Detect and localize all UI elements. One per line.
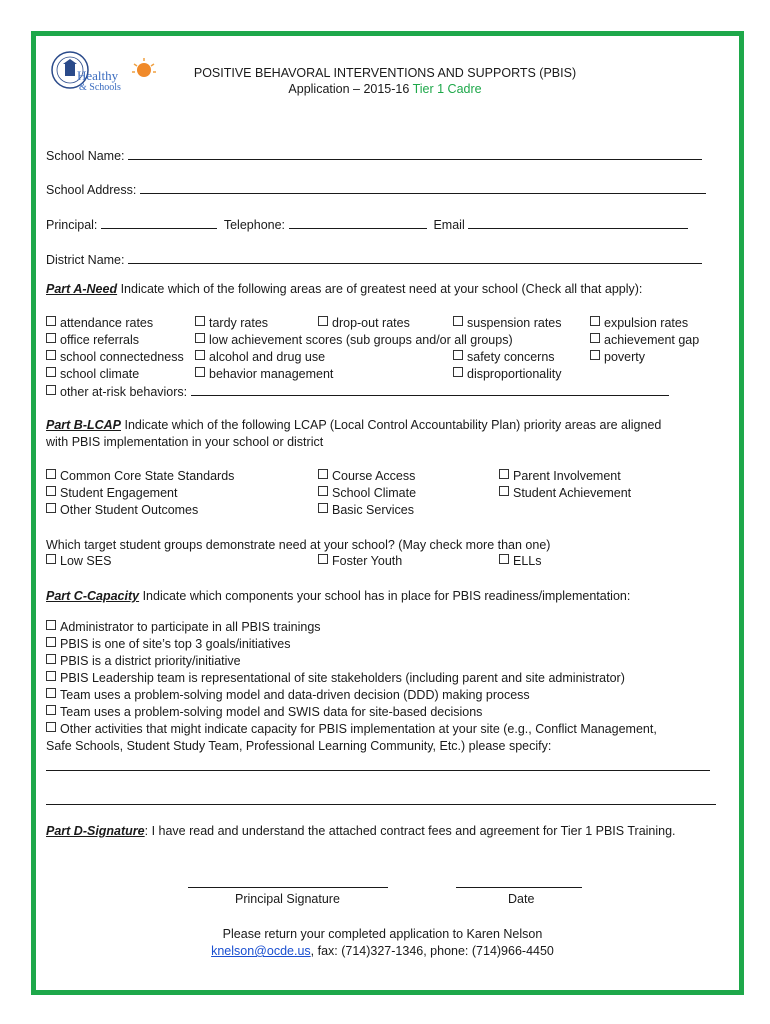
check-label: Low SES — [60, 554, 112, 568]
part-a-text: Indicate which of the following areas are of greatest need at your school (Check all that apply): — [117, 282, 643, 296]
check-label: poverty — [604, 350, 645, 364]
check-ells[interactable] — [499, 553, 542, 569]
checkbox[interactable] — [318, 486, 328, 496]
check-label: PBIS is a district priority/initiative — [60, 654, 241, 668]
check-basic[interactable] — [318, 502, 414, 518]
capacity-continuation: Safe Schools, Student Study Team, Professional Learning Community, Etc.) please specify: — [46, 739, 552, 753]
check-climate[interactable] — [46, 366, 139, 382]
capacity-item[interactable] — [46, 653, 241, 669]
check-label: safety concerns — [467, 350, 555, 364]
check-label: Other activities that might indicate capacity for PBIS implementation at your site (e.g., Conflict Management, — [60, 722, 657, 736]
form-title-block — [175, 65, 595, 97]
part-b-text1: Indicate which of the following LCAP (Local Control Accountability Plan) priority areas are aligned — [121, 418, 662, 432]
checkbox[interactable] — [318, 316, 328, 326]
school-name-row — [46, 147, 702, 164]
check-outcomes[interactable] — [46, 502, 198, 518]
specify-line-2[interactable] — [46, 792, 716, 809]
check-low-ses[interactable] — [46, 553, 111, 569]
part-b-text2: with PBIS implementation in your school or district — [46, 435, 324, 449]
check-label: Administrator to participate in all PBIS trainings — [60, 620, 321, 634]
district-row — [46, 251, 702, 268]
telephone-label: Telephone: — [223, 218, 286, 232]
specify-line-1[interactable] — [46, 758, 710, 775]
email-link[interactable]: knelson@ocde.us — [211, 944, 311, 958]
check-label: disproportionality — [467, 367, 562, 381]
part-b-label: Part B-LCAP — [46, 418, 122, 432]
check-connectedness[interactable] — [46, 349, 184, 365]
check-expulsion[interactable] — [590, 315, 688, 331]
telephone-field[interactable] — [289, 216, 427, 229]
email-field[interactable] — [468, 216, 688, 229]
checkbox[interactable] — [453, 367, 463, 377]
check-label: Foster Youth — [332, 554, 403, 568]
checkbox[interactable] — [453, 316, 463, 326]
check-label: drop-out rates — [332, 316, 410, 330]
check-label: Course Access — [332, 469, 416, 483]
checkbox[interactable] — [46, 637, 56, 647]
school-name-field[interactable] — [128, 147, 702, 160]
check-label: Basic Services — [332, 503, 414, 517]
checkbox[interactable] — [195, 316, 205, 326]
principal-field[interactable] — [101, 216, 217, 229]
check-label: low achievement scores (sub groups and/or all groups) — [209, 333, 513, 347]
check-disproportionality[interactable] — [453, 366, 562, 382]
email-label: Email — [433, 218, 465, 232]
check-label: Team uses a problem-solving model and data-driven decision (DDD) making process — [60, 688, 530, 702]
contact-numbers: , fax: (714)327-1346, phone: (714)966-4450 — [310, 944, 554, 958]
checkbox[interactable] — [590, 333, 600, 343]
check-student-achievement[interactable] — [499, 485, 631, 501]
district-label: District Name: — [46, 253, 125, 267]
check-label: Parent Involvement — [513, 469, 621, 483]
checkbox[interactable] — [46, 350, 56, 360]
checkbox[interactable] — [499, 486, 509, 496]
checkbox[interactable] — [590, 316, 600, 326]
page-subtitle — [175, 81, 595, 97]
check-tardy[interactable] — [195, 315, 268, 331]
target-question: Which target student groups demonstrate need at your school? (May check more than one) — [46, 538, 551, 552]
check-label: office referrals — [60, 333, 139, 347]
sun-icon — [130, 56, 158, 80]
check-label: school connectedness — [60, 350, 184, 364]
checkbox[interactable] — [46, 688, 56, 698]
check-label: achievement gap — [604, 333, 700, 347]
checkbox[interactable] — [46, 469, 56, 479]
check-label: school climate — [60, 367, 140, 381]
check-label: School Climate — [332, 486, 417, 500]
capacity-item[interactable] — [46, 619, 321, 635]
checkbox[interactable] — [195, 350, 205, 360]
school-address-row — [46, 181, 706, 198]
checkbox[interactable] — [46, 554, 56, 564]
other-behaviors-field[interactable] — [191, 383, 669, 396]
check-achievement-gap[interactable] — [590, 332, 699, 348]
checkbox[interactable] — [46, 385, 56, 395]
date-label: Date — [508, 892, 535, 906]
checkbox[interactable] — [46, 367, 56, 377]
check-label: suspension rates — [467, 316, 562, 330]
district-field[interactable] — [128, 251, 702, 264]
subtitle-highlight: Tier 1 Cadre — [412, 82, 482, 96]
capacity-item[interactable] — [46, 636, 290, 652]
check-label: PBIS is one of site’s top 3 goals/initiatives — [60, 637, 291, 651]
check-parent[interactable] — [499, 468, 621, 484]
principal-label: Principal: — [46, 218, 98, 232]
check-foster[interactable] — [318, 553, 402, 569]
part-c-text: Indicate which components your school has in place for PBIS readiness/implementation: — [139, 589, 631, 603]
check-poverty[interactable] — [590, 349, 645, 365]
check-alcohol[interactable] — [195, 349, 325, 365]
part-a-heading — [46, 281, 642, 297]
checkbox[interactable] — [46, 486, 56, 496]
principal-row — [46, 216, 688, 233]
contact-line — [36, 943, 729, 959]
check-label: other at-risk behaviors: — [60, 385, 188, 399]
part-a-label: Part A-Need — [46, 282, 118, 296]
check-label: expulsion rates — [604, 316, 689, 330]
check-label: tardy rates — [209, 316, 269, 330]
school-name-label: School Name: — [46, 149, 125, 163]
checkbox[interactable] — [453, 350, 463, 360]
check-label: Other Student Outcomes — [60, 503, 199, 517]
checkbox[interactable] — [46, 705, 56, 715]
checkbox[interactable] — [318, 469, 328, 479]
check-dropout[interactable] — [318, 315, 410, 331]
check-label: Team uses a problem-solving model and SWIS data for site-based decisions — [60, 705, 483, 719]
return-instructions: Please return your completed application to Karen Nelson — [222, 927, 543, 941]
checkbox[interactable] — [318, 554, 328, 564]
checkbox[interactable] — [46, 316, 56, 326]
page-title: POSITIVE BEHAVORAL INTERVENTIONS AND SUPPORTS (PBIS) — [193, 66, 577, 80]
checkbox[interactable] — [46, 620, 56, 630]
school-address-label: School Address: — [46, 183, 137, 197]
logo2-line2: & Schools — [79, 82, 121, 93]
part-c-heading — [46, 588, 630, 604]
check-behavior[interactable] — [195, 366, 333, 382]
check-course-access[interactable] — [318, 468, 415, 484]
capacity-item[interactable] — [46, 670, 625, 686]
check-other[interactable] — [46, 383, 669, 400]
checkbox[interactable] — [46, 671, 56, 681]
checkbox[interactable] — [195, 367, 205, 377]
part-d-heading — [46, 823, 676, 839]
check-label: Student Achievement — [513, 486, 632, 500]
check-label: attendance rates — [60, 316, 154, 330]
part-d-text: : I have read and understand the attached contract fees and agreement for Tier 1 PBIS Training. — [144, 824, 676, 838]
capacity-item[interactable] — [46, 721, 657, 737]
school-address-field[interactable] — [140, 181, 706, 194]
signature-line[interactable] — [188, 875, 388, 892]
checkbox[interactable] — [46, 722, 56, 732]
check-label: alcohol and drug use — [209, 350, 326, 364]
checkbox[interactable] — [318, 503, 328, 513]
check-label: Common Core State Standards — [60, 469, 235, 483]
checkbox[interactable] — [499, 554, 509, 564]
check-safety[interactable] — [453, 349, 555, 365]
checkbox[interactable] — [590, 350, 600, 360]
subtitle-prefix: Application – 2015-16 — [288, 82, 413, 96]
checkbox[interactable] — [195, 333, 205, 343]
check-label: ELLs — [513, 554, 542, 568]
check-attendance[interactable] — [46, 315, 153, 331]
check-school-climate[interactable] — [318, 485, 416, 501]
checkbox[interactable] — [46, 654, 56, 664]
capacity-item[interactable] — [46, 704, 482, 720]
check-label: PBIS Leadership team is representational of site stakeholders (including parent and site administrator) — [60, 671, 625, 685]
checkbox[interactable] — [46, 503, 56, 513]
capacity-item[interactable] — [46, 687, 530, 703]
healthy-schools-logo — [75, 54, 160, 98]
part-d-label: Part D-Signature — [46, 824, 145, 838]
check-low-achievement[interactable] — [195, 332, 513, 348]
part-c-label: Part C-Capacity — [46, 589, 140, 603]
check-engagement[interactable] — [46, 485, 177, 501]
part-b-heading — [46, 417, 661, 433]
checkbox[interactable] — [499, 469, 509, 479]
check-office[interactable] — [46, 332, 139, 348]
date-line[interactable] — [456, 875, 582, 892]
principal-signature-label: Principal Signature — [235, 892, 340, 906]
check-suspension[interactable] — [453, 315, 562, 331]
check-label: behavior management — [209, 367, 334, 381]
logo2-line1: Healthy — [77, 68, 119, 83]
check-label: Student Engagement — [60, 486, 178, 500]
check-common-core[interactable] — [46, 468, 234, 484]
checkbox[interactable] — [46, 333, 56, 343]
